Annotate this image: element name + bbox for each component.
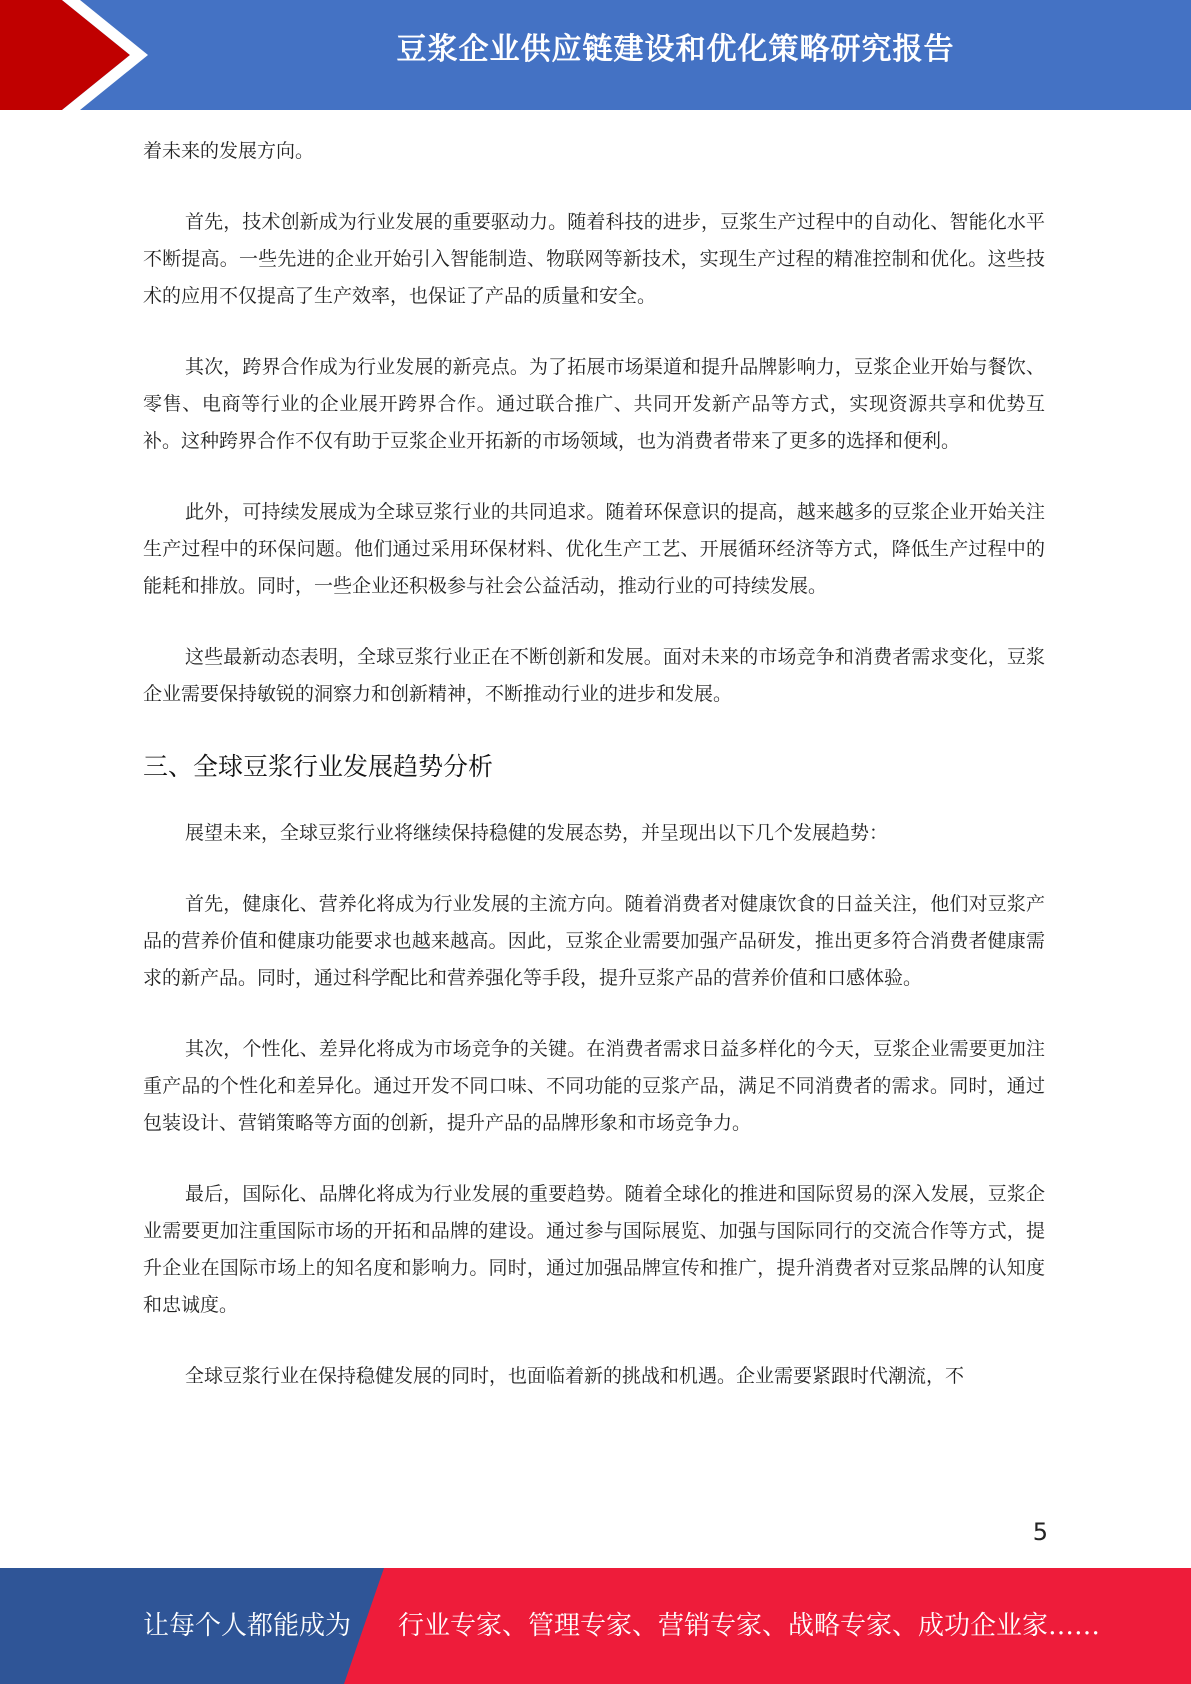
section-heading: 三、全球豆浆行业发展趋势分析 bbox=[143, 752, 494, 781]
body-paragraph: 着未来的发展方向。 bbox=[143, 140, 315, 162]
body-paragraph: 首先，健康化、营养化将成为行业发展的主流方向。随着消费者对健康饮食的日益关注，他们对豆浆产品的营养价值和健康功能要求也越来越高。因此，豆浆企业需要加强产品研发，推出更多符合消费者健康需求的新产品。同时，通过科学配比和营养强化等手段，提升豆浆产品的营养价值和口感体验。 bbox=[143, 893, 1045, 989]
page-body bbox=[143, 133, 1045, 1429]
body-paragraph: 全球豆浆行业在保持稳健发展的同时，也面临着新的挑战和机遇。企业需要紧跟时代潮流，不 bbox=[185, 1365, 965, 1387]
body-paragraph: 展望未来，全球豆浆行业将继续保持稳健的发展态势，并呈现出以下几个发展趋势： bbox=[185, 822, 889, 844]
page-header bbox=[0, 0, 1191, 110]
report-title: 豆浆企业供应链建设和优化策略研究报告 bbox=[396, 32, 955, 67]
page-footer bbox=[0, 1568, 1191, 1684]
footer-slogan-right: 行业专家、管理专家、营销专家、战略专家、成功企业家…… bbox=[398, 1611, 1101, 1641]
body-paragraph: 其次，个性化、差异化将成为市场竞争的关键。在消费者需求日益多样化的今天，豆浆企业需要更加注重产品的个性化和差异化。通过开发不同口味、不同功能的豆浆产品，满足不同消费者的需求。同时，通过包装设计、营销策略等方面的创新，提升产品的品牌形象和市场竞争力。 bbox=[143, 1038, 1045, 1134]
body-paragraph: 其次，跨界合作成为行业发展的新亮点。为了拓展市场渠道和提升品牌影响力，豆浆企业开始与餐饮、零售、电商等行业的企业展开跨界合作。通过联合推广、共同开发新产品等方式，实现资源共享和优势互补。这种跨界合作不仅有助于豆浆企业开拓新的市场领域，也为消费者带来了更多的选择和便利。 bbox=[143, 356, 1045, 452]
header-arrow-decoration bbox=[0, 0, 160, 110]
footer-slogan-left: 让每个人都能成为 bbox=[143, 1611, 352, 1641]
body-paragraph: 首先，技术创新成为行业发展的重要驱动力。随着科技的进步，豆浆生产过程中的自动化、智能化水平不断提高。一些先进的企业开始引入智能制造、物联网等新技术，实现生产过程的精准控制和优化。这些技术的应用不仅提高了生产效率，也保证了产品的质量和安全。 bbox=[143, 211, 1045, 307]
body-paragraph: 此外，可持续发展成为全球豆浆行业的共同追求。随着环保意识的提高，越来越多的豆浆企业开始关注生产过程中的环保问题。他们通过采用环保材料、优化生产工艺、开展循环经济等方式，降低生产过程中的能耗和排放。同时，一些企业还积极参与社会公益活动，推动行业的可持续发展。 bbox=[143, 501, 1045, 597]
body-paragraph: 最后，国际化、品牌化将成为行业发展的重要趋势。随着全球化的推进和国际贸易的深入发展，豆浆企业需要更加注重国际市场的开拓和品牌的建设。通过参与国际展览、加强与国际同行的交流合作等方式，提升企业在国际市场上的知名度和影响力。同时，通过加强品牌宣传和推广，提升消费者对豆浆品牌的认知度和忠诚度。 bbox=[143, 1183, 1045, 1316]
body-paragraph: 这些最新动态表明，全球豆浆行业正在不断创新和发展。面对未来的市场竞争和消费者需求变化，豆浆企业需要保持敏锐的洞察力和创新精神，不断推动行业的进步和发展。 bbox=[143, 646, 1045, 705]
page-number: 5 bbox=[1032, 1518, 1048, 1546]
